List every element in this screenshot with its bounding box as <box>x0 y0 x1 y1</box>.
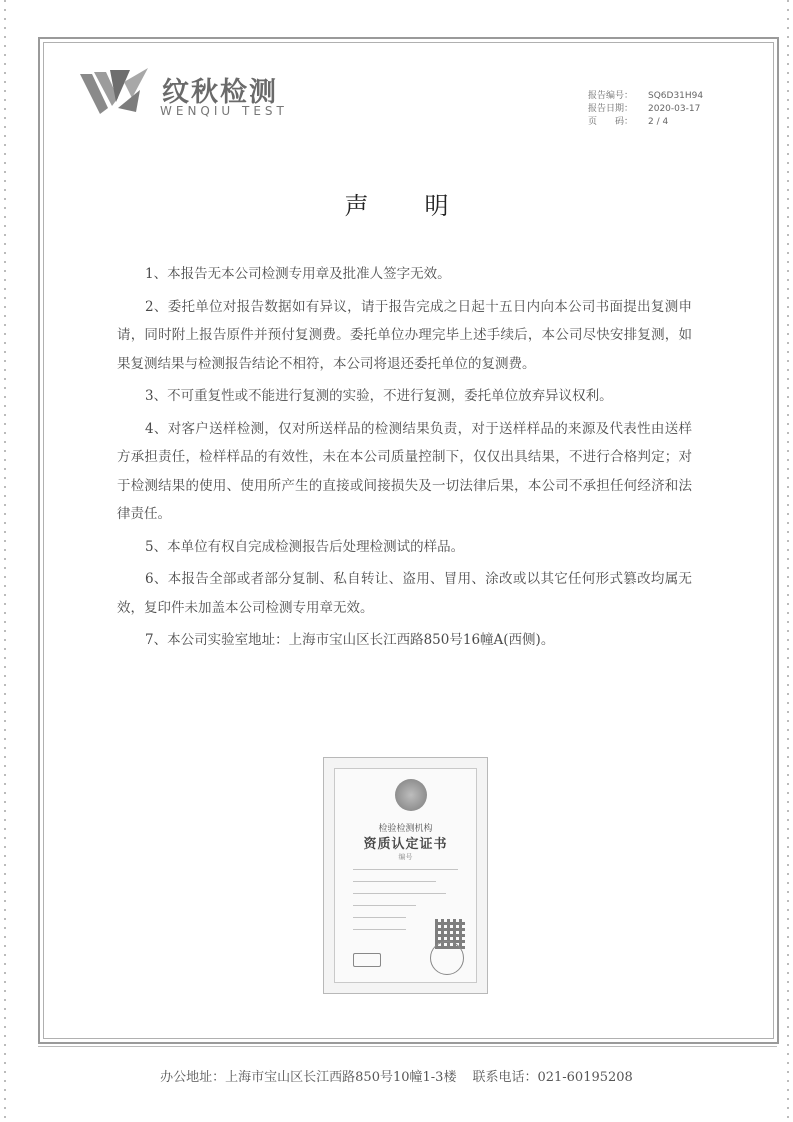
certificate-line <box>353 881 436 882</box>
report-date: 2020-03-17 <box>648 104 701 114</box>
page-title: 声明 <box>344 192 505 220</box>
page-number-label: 页 码： <box>588 117 634 127</box>
footer <box>0 1066 793 1085</box>
logo-text-en: WENQIU TEST <box>160 104 288 118</box>
report-number: SQ6D31H94 <box>648 91 704 101</box>
footer-address: 办公地址：上海市宝山区长江西路850号10幢1-3楼 <box>160 1070 457 1085</box>
clause-2: 2、委托单位对报告数据如有异议，请于报告完成之日起十五日内向本公司书面提出复测申请，同时附上报告原件并预付复测费。委托单位办理完毕上述手续后，本公司尽快安排复测，如果复测结果与检测报告结论不相符，本公司将退还委托单位的复测费。 <box>117 298 692 372</box>
clause-3: 3、不可重复性或不能进行复测的实验，不进行复测，委托单位放弃异议权利。 <box>145 388 613 404</box>
national-emblem-icon <box>395 779 427 811</box>
certificate-line <box>353 905 416 906</box>
footer-divider <box>38 1046 777 1047</box>
certificate-line <box>353 869 458 870</box>
declaration-clauses <box>117 260 692 659</box>
page-number: 2 / 4 <box>648 117 669 127</box>
report-number-row <box>588 90 703 103</box>
certificate-line <box>353 893 446 894</box>
clause-5: 5、本单位有权自完成检测报告后处理检测试的样品。 <box>145 538 465 555</box>
cma-mark-icon <box>353 953 381 967</box>
report-date-label: 报告日期： <box>588 104 634 114</box>
seal-icon <box>430 941 464 975</box>
clause-6: 6、本报告全部或者部分复制、私自转让、盗用、冒用、涂改或以其它任何形式篡改均属无效，复印件未加盖本公司检测专用章无效。 <box>117 571 692 616</box>
report-meta <box>588 90 703 129</box>
certificate-title: 资质认定证书 <box>363 837 448 852</box>
certificate-line <box>353 929 406 930</box>
footer-phone: 联系电话：021-60195208 <box>472 1070 633 1085</box>
certificate-org: 检验检测机构 <box>378 824 433 834</box>
certificate-frame <box>334 768 477 983</box>
qualification-certificate-image <box>323 757 488 994</box>
right-edge-marks <box>787 0 789 1122</box>
clause-1: 1、本报告无本公司检测专用章及批准人签字无效。 <box>145 266 451 282</box>
logo-text-cn: 纹秋检测 <box>162 77 278 108</box>
certificate-line <box>353 917 406 918</box>
report-date-row <box>588 103 703 116</box>
clause-4: 4、对客户送样检测，仅对所送样品的检测结果负责，对于送样样品的来源及代表性由送样方承担责任，检样样品的有效性，未在本公司质量控制下，仅仅出具结果，不进行合格判定；对于检测结果的使用、使用所产生的直接或间接损失及一切法律后果，本公司不承担任何经济和法律责任。 <box>117 420 692 522</box>
left-edge-marks <box>4 0 6 1122</box>
page-number-row <box>588 116 703 129</box>
clause-7: 7、本公司实验室地址：上海市宝山区长江西路850号16幢A(西侧)。 <box>145 632 555 648</box>
report-number-label: 报告编号： <box>588 91 634 101</box>
logo-icon <box>80 68 150 116</box>
certificate-number: 编号 <box>398 853 413 861</box>
